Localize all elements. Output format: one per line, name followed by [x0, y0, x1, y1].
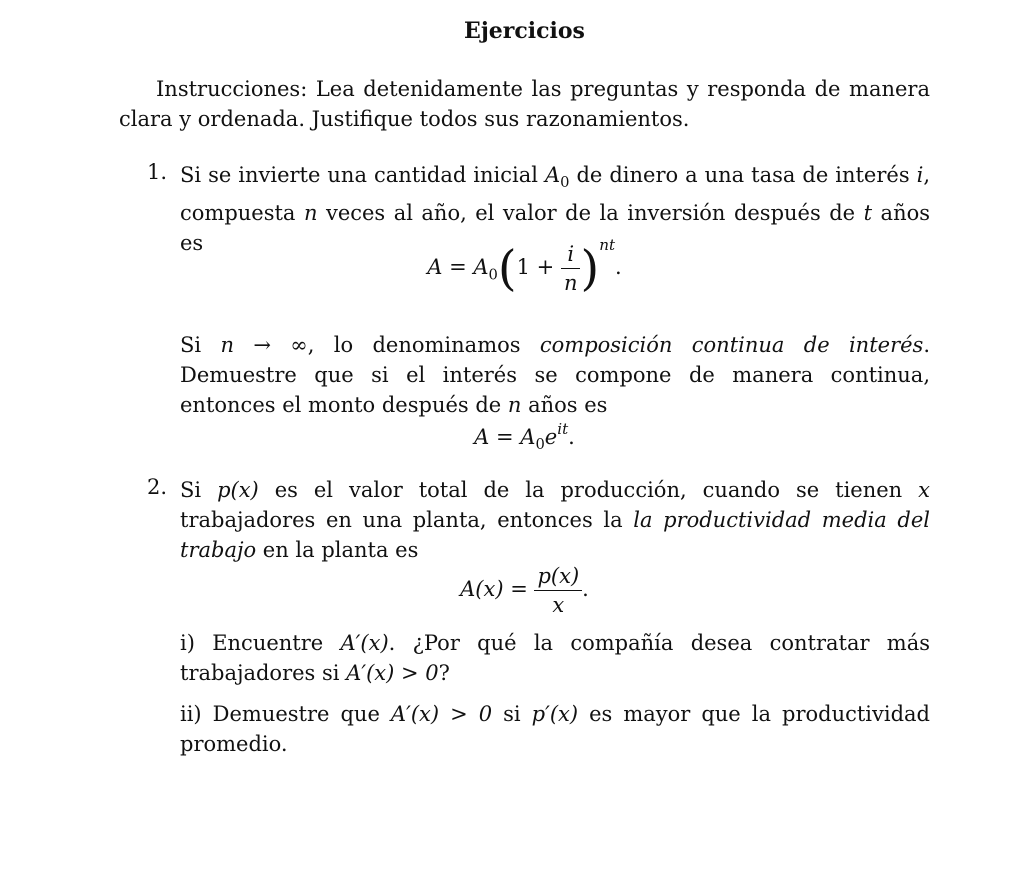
problem-1-continuation: Si n → ∞, lo denominamos composición continua de interés. Demuestre que si el interés se compone de manera continua, entonces el monto después de n años es	[180, 333, 931, 417]
text: veces al año, el valor de la inversión después de	[317, 201, 864, 226]
symbol-i: i	[916, 163, 924, 187]
page-title: Ejercicios	[464, 18, 585, 44]
emphasis-term: composición continua de interés	[539, 333, 924, 357]
symbol-t: t	[863, 201, 873, 226]
problem-2-part-ii: ii) Demuestre que A′(x) > 0 si p′(x) es mayor que la productividad promedio.	[180, 702, 931, 756]
problem-1-number: 1.	[147, 160, 168, 184]
symbol-a0: $A_0$	[544, 163, 570, 192]
symbol-n: n	[303, 201, 318, 226]
instructions-paragraph: Instrucciones: Lea detenidamente las preguntas y responda de manera clara y ordenada. Justifique todos sus razonamientos.	[119, 77, 930, 131]
text: años es	[180, 201, 931, 256]
problem-2-number: 2.	[147, 475, 168, 499]
fraction-i-over-n: $\frac{i}{n}$	[561, 240, 581, 297]
problem-2-part-i: i) Encuentre A′(x). ¿Por qué la compañía desea contratar más trabajadores si A′(x) > 0?	[180, 631, 930, 685]
text: , compuesta	[180, 163, 930, 226]
text: de dinero a una tasa de interés	[569, 163, 917, 187]
limit-expression: n → ∞	[220, 333, 308, 357]
productivity-formula: A(x) = $\frac{p(x)}{x}$ .	[460, 564, 589, 617]
symbol-px: p(x)	[217, 478, 259, 502]
continuous-interest-formula: $A = A_0e^{it}$.	[474, 420, 575, 453]
problem-2-intro: Si p(x) es el valor total de la producción, cuando se tienen x trabajadores en una planta, entonces la la productividad media del trabajo en la planta es	[180, 478, 931, 562]
emphasis-term: la productividad media del trabajo	[180, 508, 930, 562]
text: Si se invierte una cantidad inicial	[180, 163, 545, 187]
document-page	[119, 0, 930, 877]
fraction-px-over-x: $\frac{p(x)}{x}$	[534, 562, 582, 619]
compound-interest-formula: $A = A_0(1$ + $\frac{i}{n}$ )$^{nt}$.	[427, 236, 622, 297]
symbol-x: x	[918, 478, 931, 502]
